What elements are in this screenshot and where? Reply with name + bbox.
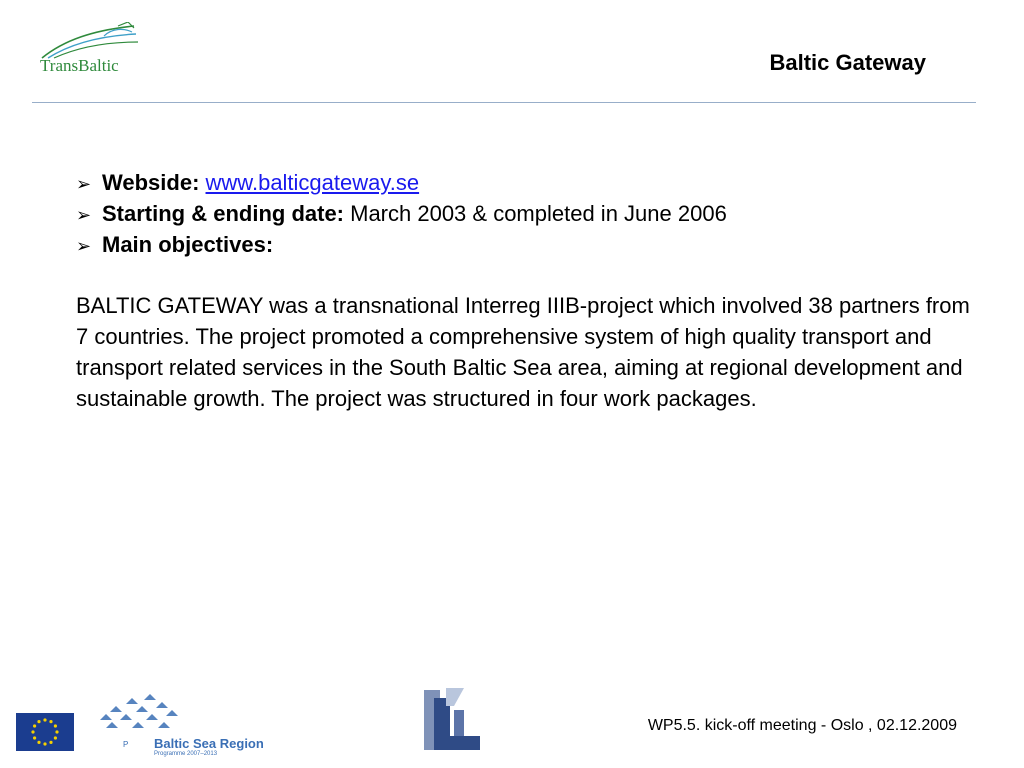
- bsr-subtitle: Programme 2007–2013: [154, 751, 218, 757]
- slide-title: Baltic Gateway: [769, 50, 926, 75]
- baltic-sea-region-logo: [96, 690, 264, 760]
- eu-flag-icon: [16, 713, 74, 751]
- il-logo-icon: [424, 688, 480, 752]
- baltic-sea-region-waves-icon: [96, 690, 186, 736]
- project-description: BALTIC GATEWAY was a transnational Interreg IIIB-project which involved 38 partners from 7 countries. The project promoted a comprehensive system of high quality transport and transport related services in the South Baltic Sea area, aiming at regional development and sustainable growth. The project was structured in four work packages.: [76, 293, 970, 411]
- bullet-label: Starting & ending date:: [102, 201, 344, 226]
- meeting-info: WP5.5. kick-off meeting - Oslo , 02.12.2009: [647, 717, 957, 734]
- bullet-objectives: [76, 230, 976, 261]
- arrow-bullet-icon: ➢: [76, 236, 92, 256]
- bullet-label: Webside:: [102, 170, 200, 195]
- arrow-bullet-icon: ➢: [76, 205, 92, 225]
- bsr-name: Baltic Sea Region: [154, 736, 264, 751]
- footer-logos: [16, 690, 264, 760]
- bullet-value: March 2003 & completed in June 2006: [344, 201, 727, 226]
- bullet-website: [76, 168, 976, 199]
- arrow-bullet-icon: ➢: [76, 174, 92, 194]
- bullet-dates: [76, 199, 976, 230]
- header-divider: [32, 102, 976, 103]
- bsr-prefix: P: [123, 740, 129, 749]
- bullet-label: Main objectives:: [102, 232, 274, 257]
- logo-text: TransBaltic: [40, 56, 119, 75]
- transbaltic-logo: [34, 22, 146, 78]
- website-link[interactable]: www.balticgateway.se: [205, 170, 420, 195]
- bullet-list: [76, 168, 976, 261]
